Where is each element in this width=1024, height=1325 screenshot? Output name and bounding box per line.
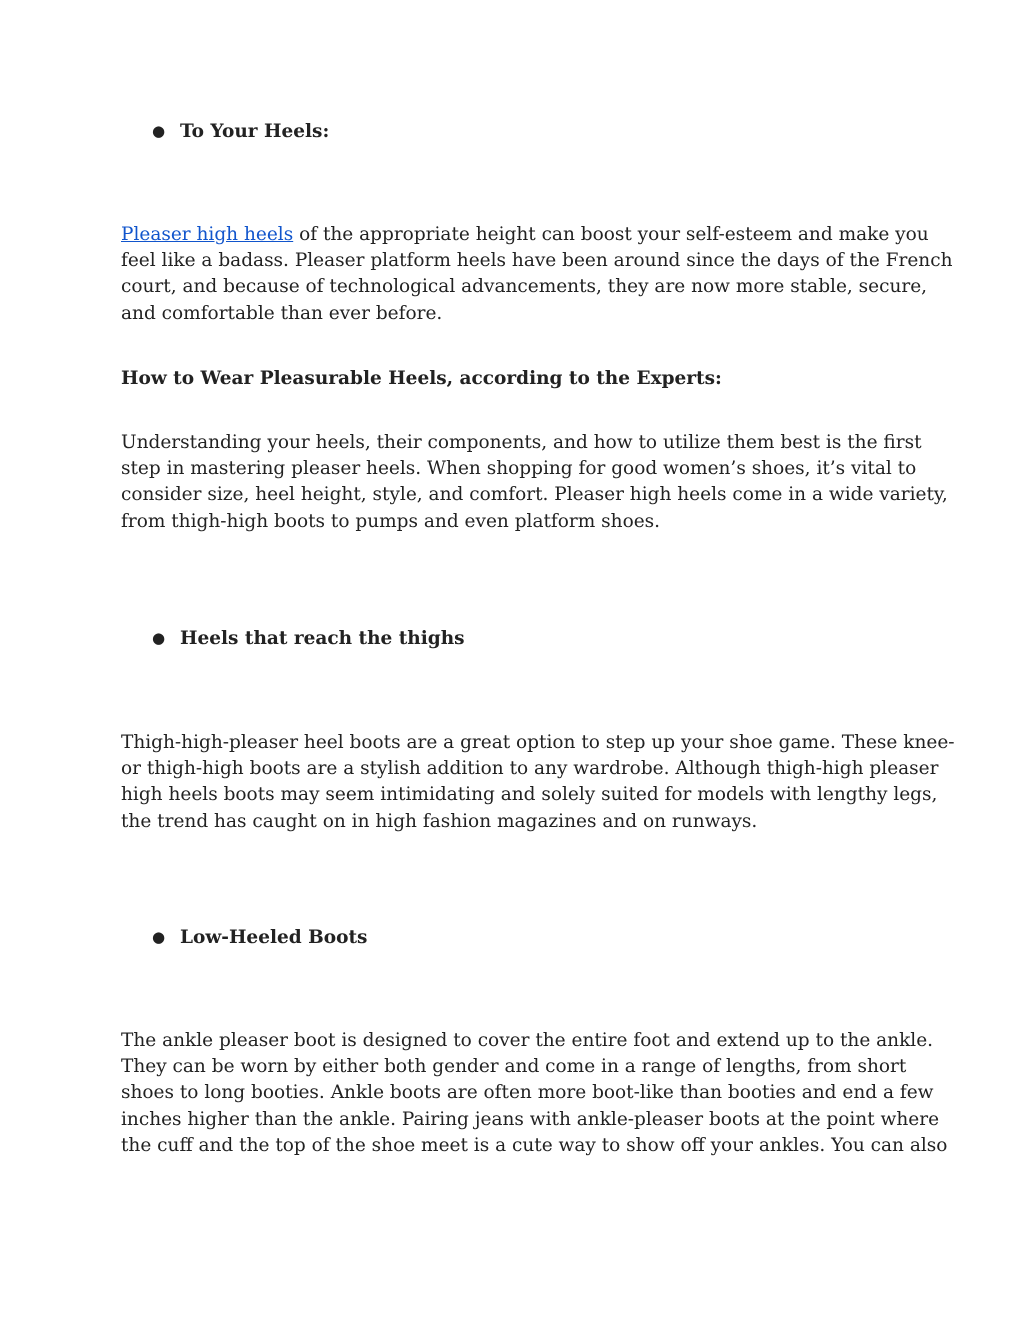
paragraph-line: the cuff and the top of the shoe meet is a cute way to show off your ankles. You can also [121,1134,948,1156]
paragraph-line: from thigh-high boots to pumps and even platform shoes. [121,510,661,532]
section-heading-how-to-wear: How to Wear Pleasurable Heels, according to the Experts: [121,368,722,389]
paragraph-line: Thigh-high-pleaser heel boots are a great option to step up your shoe game. These knee- [121,732,955,753]
bullet-item-to-your-heels [152,119,329,145]
paragraph-line: high heels boots may seem intimidating and solely suited for models with lengthy legs, [121,784,938,806]
paragraph-line: and comfortable than ever before. [121,302,443,324]
bullet-icon: ● [152,629,166,647]
bullet-text: Low-Heeled Boots [180,927,368,948]
paragraph-line: court, and because of technological advancements, they are now more stable, secure, [121,276,928,298]
paragraph-line: step in mastering pleaser heels. When shopping for good women’s shoes, it’s vital to [121,458,917,480]
paragraph-line: Understanding your heels, their components, and how to utilize them best is the first [121,432,922,453]
paragraph-line: the trend has caught on in high fashion magazines and on runways. [121,810,758,832]
bullet-text: To Your Heels: [180,121,330,142]
paragraph-thigh-high [121,730,955,835]
paragraph-line [121,222,929,248]
paragraph-intro [121,222,953,327]
bullet-icon: ● [152,928,166,946]
paragraph-line: They can be worn by either both gender and come in a range of lengths, from short [121,1056,907,1078]
paragraph-line: feel like a badass. Pleaser platform heels have been around since the days of the French [121,250,953,272]
pleaser-high-heels-link[interactable]: Pleaser high heels [121,224,294,245]
paragraph-line: or thigh-high boots are a stylish addition to any wardrobe. Although thigh-high pleaser [121,758,939,780]
paragraph-line: inches higher than the ankle. Pairing jeans with ankle-pleaser boots at the point where [121,1108,940,1130]
bullet-item-thighs [152,626,465,652]
paragraph-line-text: of the appropriate height can boost your self-esteem and make you [293,224,929,245]
paragraph-line: consider size, heel height, style, and comfort. Pleaser high heels come in a wide variety, [121,484,948,506]
paragraph-line: The ankle pleaser boot is designed to cover the entire foot and extend up to the ankle. [121,1030,934,1051]
paragraph-understanding [121,430,948,535]
paragraph-ankle-boots [121,1028,948,1159]
paragraph-line: shoes to long booties. Ankle boots are often more boot-like than booties and end a few [121,1082,934,1104]
bullet-text: Heels that reach the thighs [180,628,465,649]
bullet-item-low-heeled [152,925,367,951]
bullet-icon: ● [152,122,166,140]
